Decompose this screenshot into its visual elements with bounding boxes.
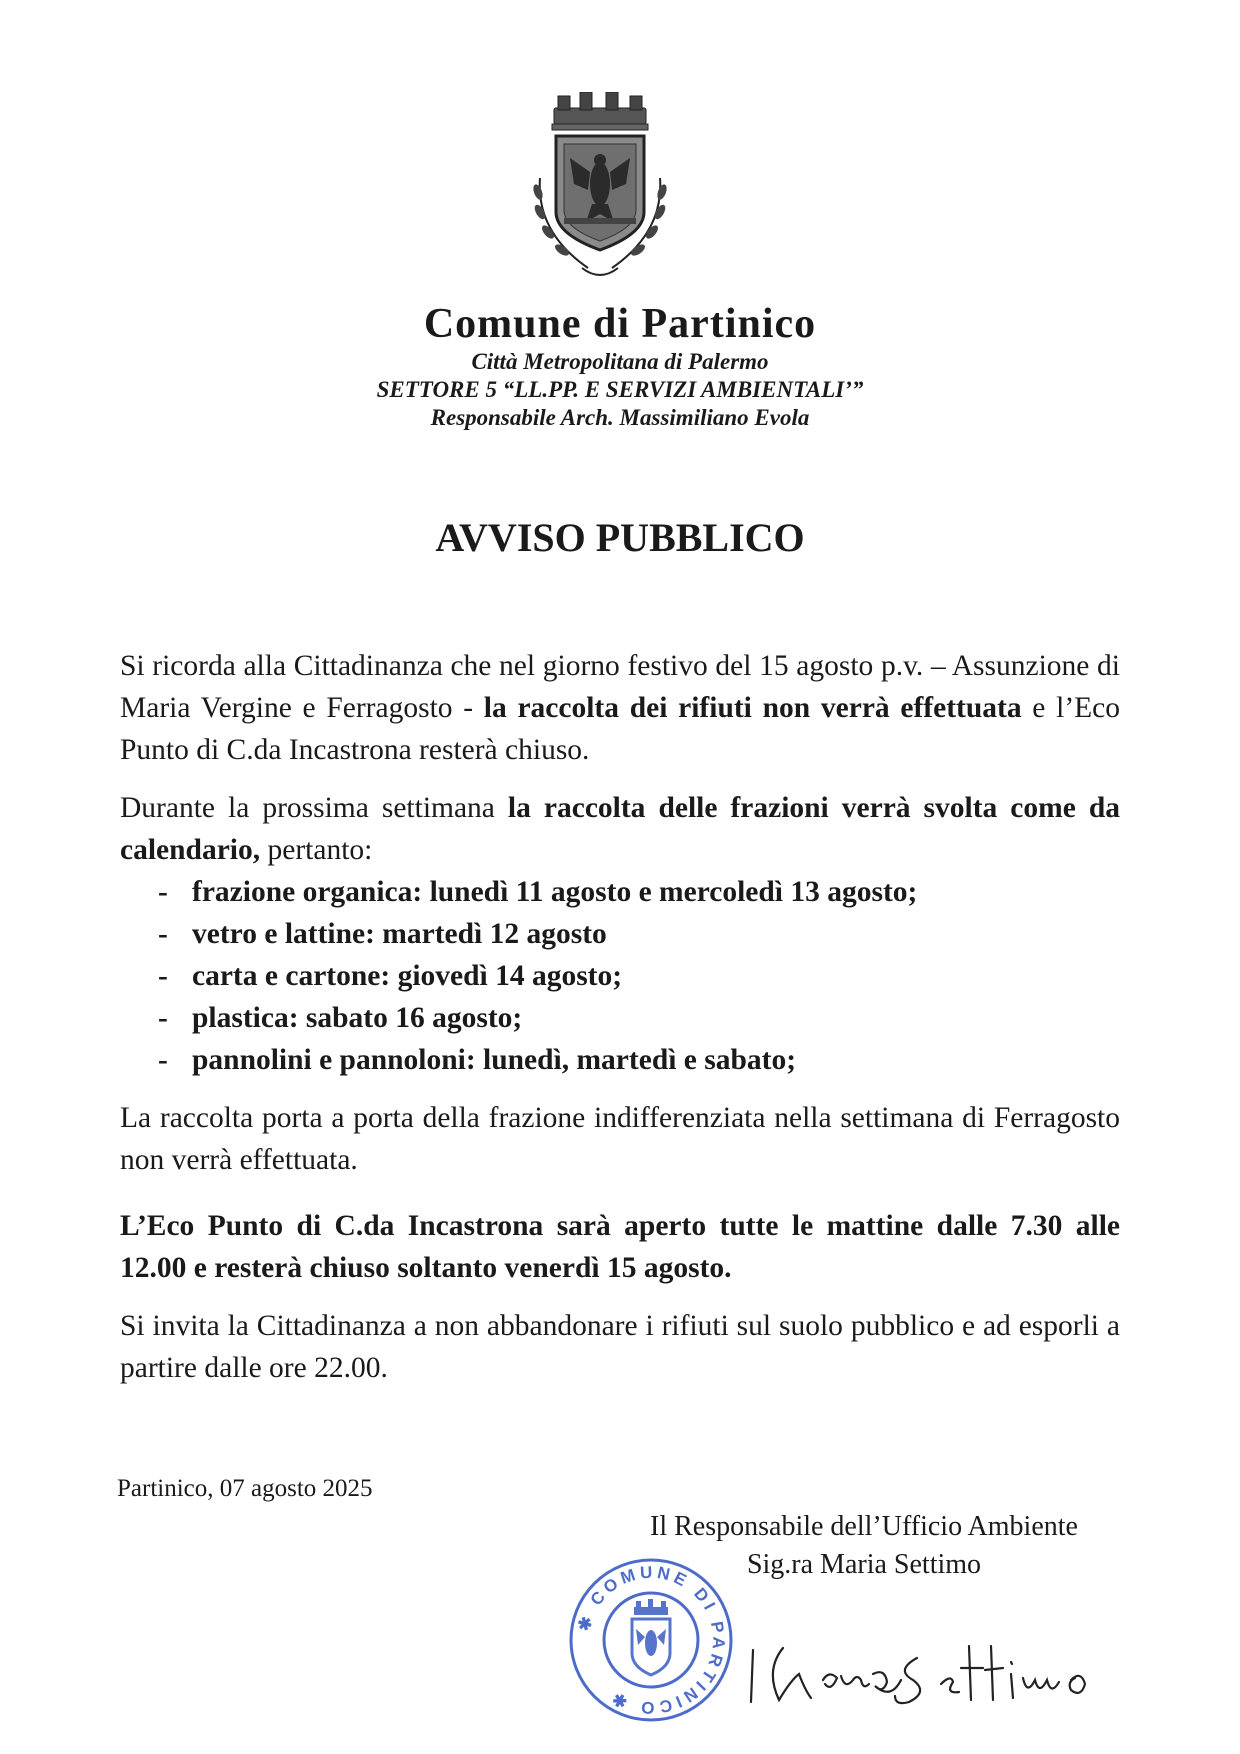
list-dash: -	[158, 1002, 168, 1034]
notice-body	[120, 645, 1120, 1389]
list-item-text: carta e cartone: giovedì 14 agosto;	[192, 960, 623, 992]
paragraph-festivo	[120, 645, 1120, 771]
official-stamp-icon	[566, 1555, 736, 1725]
list-dash: -	[158, 918, 168, 950]
list-item	[120, 997, 1120, 1039]
letterhead	[0, 300, 1240, 432]
list-item	[120, 955, 1120, 997]
notice-title: AVVISO PUBBLICO	[435, 515, 805, 560]
list-dash: -	[158, 1044, 168, 1076]
handwritten-signature	[745, 1640, 1145, 1710]
citta-metropolitana: Città Metropolitana di Palermo	[471, 349, 769, 374]
paragraph-invito: Si invita la Cittadinanza a non abbandonare i rifiuti sul suolo pubblico e ad esporli a partire dalle ore 22.00.	[120, 1310, 1120, 1384]
signatory-role: Il Responsabile dell’Ufficio Ambiente	[650, 1511, 1078, 1542]
paragraph-text: e l’Eco Punto di C.da Incastrona resterà chiuso.	[120, 692, 1121, 766]
paragraph-calendario	[120, 787, 1120, 871]
settore: SETTORE 5 “LL.PP. E SERVIZI AMBIENTALI’”	[376, 377, 864, 402]
list-item-text: pannolini e pannoloni: lunedì, martedì e sabato;	[192, 1044, 797, 1076]
list-dash: -	[158, 876, 168, 908]
list-item	[120, 1039, 1120, 1081]
list-item	[120, 913, 1120, 955]
paragraph-bold: la raccolta dei rifiuti non verrà effettuata	[483, 692, 1022, 724]
paragraph-bold: la raccolta delle frazioni verrà svolta come da calendario,	[120, 792, 1120, 866]
paragraph-text: pertanto:	[260, 834, 373, 866]
list-dash: -	[158, 960, 168, 992]
place-date: Partinico, 07 agosto 2025	[117, 1475, 373, 1502]
signatory-name: Sig.ra Maria Settimo	[746, 1549, 982, 1580]
list-item-text: frazione organica: lunedì 11 agosto e mercoledì 13 agosto;	[192, 876, 918, 908]
paragraph-eco-punto	[120, 1205, 1120, 1289]
paragraph-text: Durante la prossima settimana	[120, 792, 508, 824]
comune-title: Comune di Partinico	[423, 301, 817, 347]
list-item	[120, 871, 1120, 913]
list-item-text: plastica: sabato 16 agosto;	[192, 1002, 523, 1034]
svg-text:✱ COMUNE DI PARTINICO ✱: ✱ COMUNE DI PARTINICO ✱	[574, 1562, 729, 1718]
responsabile: Responsabile Arch. Massimiliano Evola	[430, 405, 810, 430]
paragraph-text: Si ricorda alla Cittadinanza che nel giorno festivo del 15 agosto p.v. – Assunzione di Maria Vergine e Ferragosto -	[120, 650, 1120, 724]
list-item-text: vetro e lattine: martedì 12 agosto	[192, 918, 607, 950]
paragraph-indifferenziata: La raccolta porta a porta della frazione indifferenziata nella settimana di Ferragosto non verrà effettuata.	[120, 1102, 1120, 1176]
coat-of-arms-icon	[518, 92, 682, 292]
paragraph-bold: L’Eco Punto di C.da Incastrona sarà aperto tutte le mattine dalle 7.30 alle 12.00 e resterà chiuso soltanto venerdì 15 agosto.	[120, 1210, 1120, 1284]
frazioni-list	[120, 871, 1120, 1081]
